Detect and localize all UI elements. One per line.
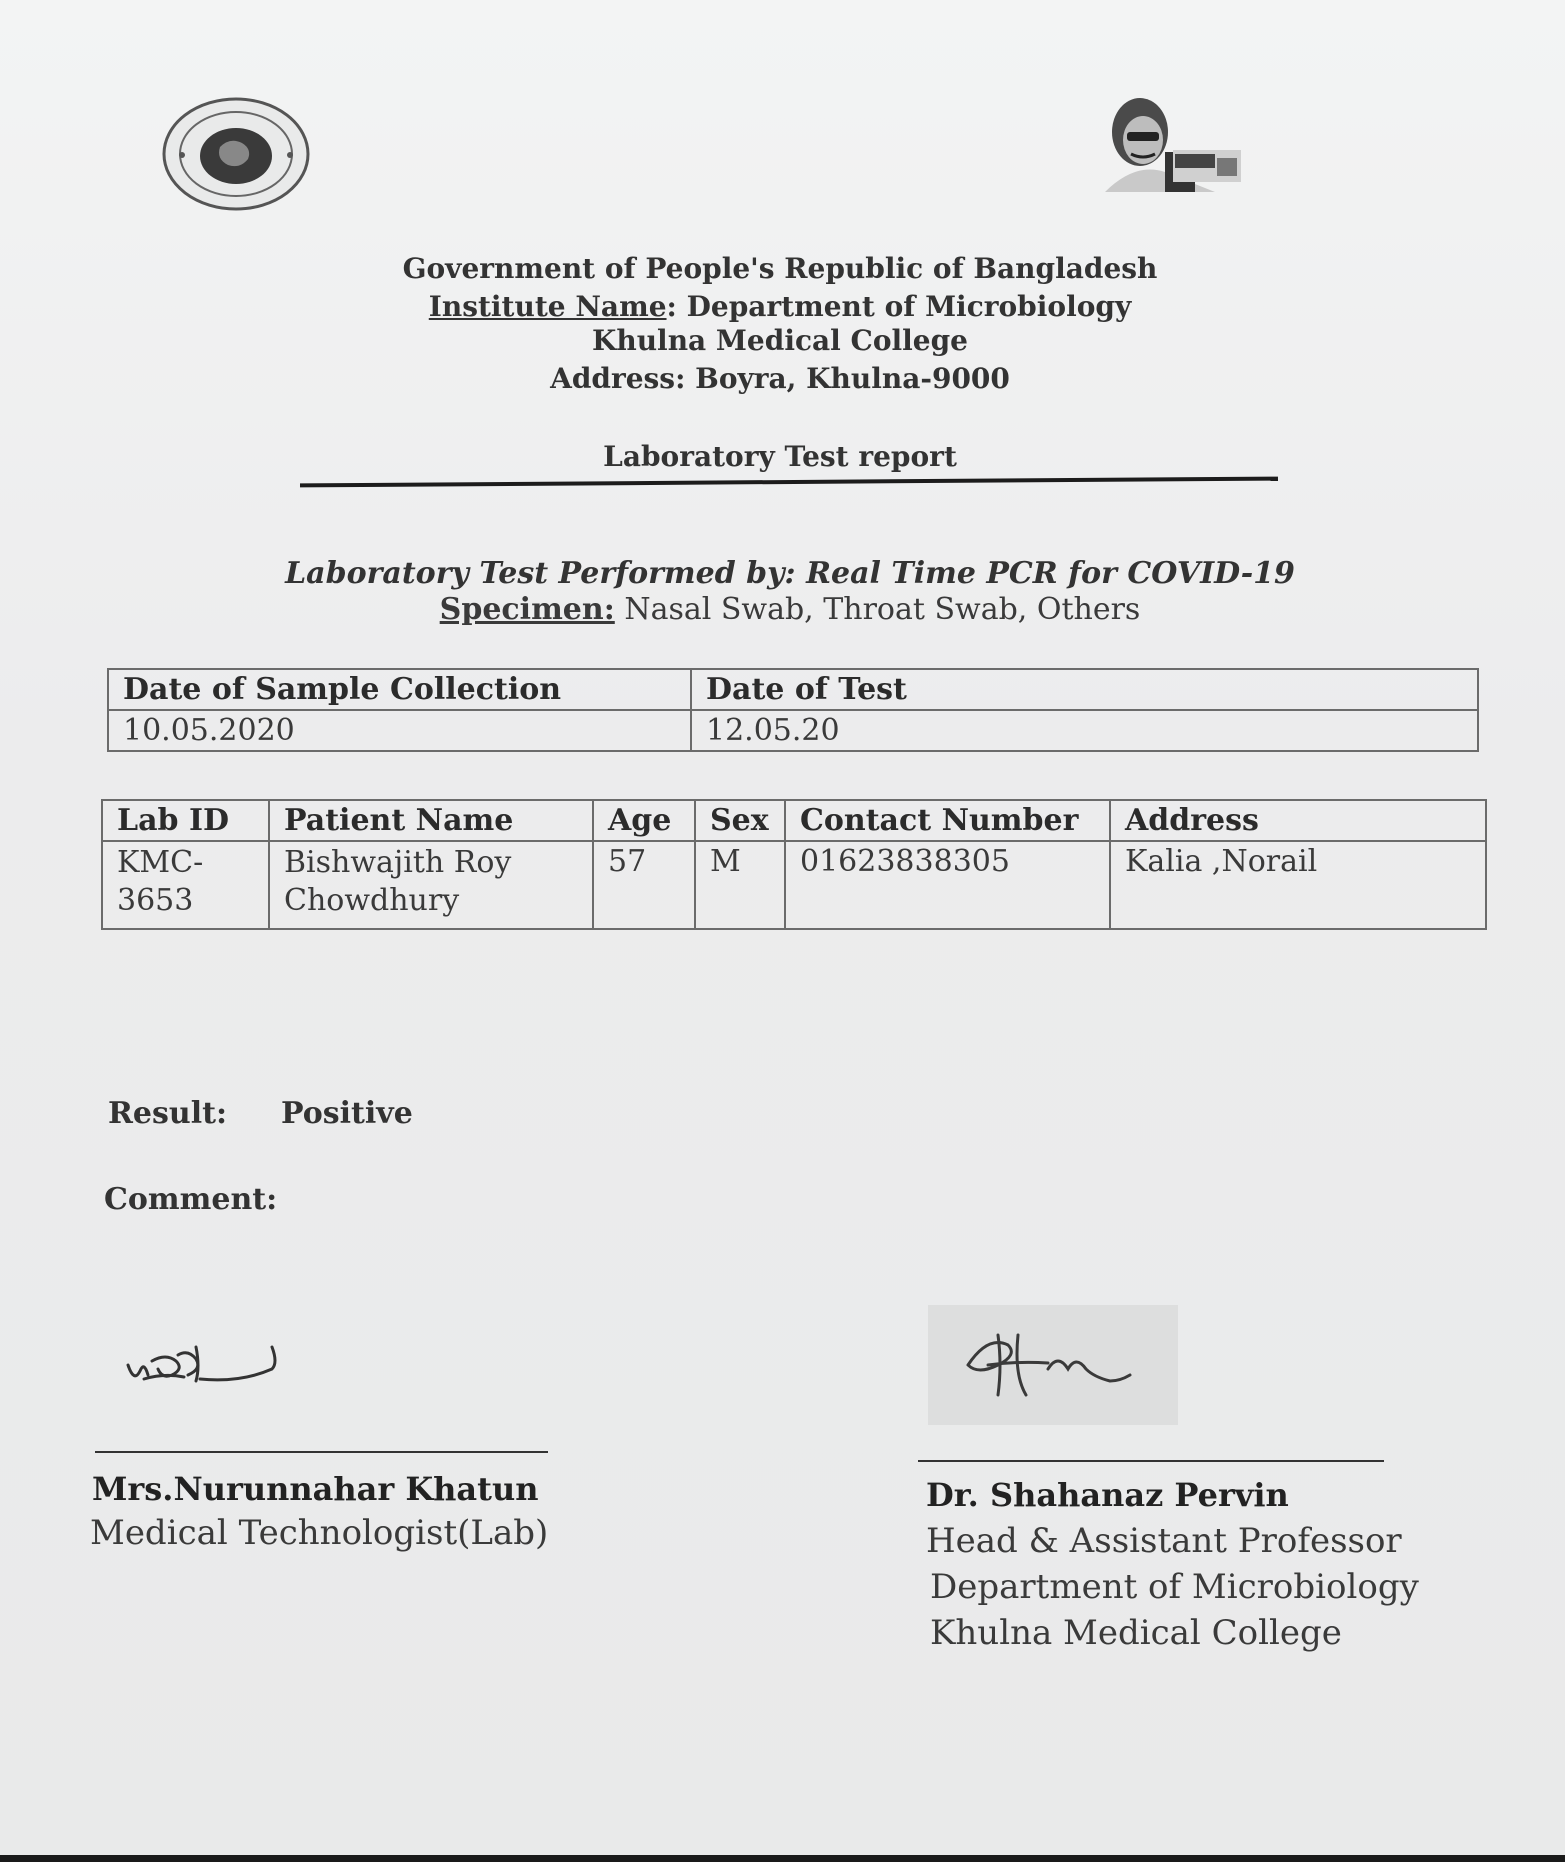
- result-label: Result:: [108, 1096, 228, 1131]
- date-test-header: Date of Test: [691, 669, 1478, 710]
- right-signatory-dept: Department of Microbiology: [930, 1567, 1419, 1607]
- sex-value: M: [695, 841, 785, 929]
- address-value: Kalia ,Norail: [1110, 841, 1486, 929]
- table-row: [102, 800, 1486, 841]
- table-row: [108, 669, 1478, 710]
- college-name: Khulna Medical College: [592, 324, 968, 357]
- table-row: [102, 841, 1486, 929]
- address-header: Address: [1110, 800, 1486, 841]
- lab-id-value: KMC- 3653: [102, 841, 269, 929]
- dates-table: [107, 668, 1479, 752]
- comment-label: Comment:: [104, 1182, 278, 1217]
- portrait-logo-icon: [1095, 92, 1265, 200]
- left-signatory-name: Mrs.Nurunnahar Khatun: [92, 1470, 539, 1508]
- institute-value: : Department of Microbiology: [666, 290, 1132, 323]
- left-signatory-role: Medical Technologist(Lab): [90, 1513, 549, 1553]
- right-signatory-role: Head & Assistant Professor: [926, 1521, 1402, 1561]
- lab-id-header: Lab ID: [102, 800, 269, 841]
- specimen-label: Specimen:: [439, 592, 615, 627]
- right-signature-line: [918, 1460, 1384, 1462]
- right-signature-image: [928, 1305, 1178, 1425]
- sex-header: Sex: [695, 800, 785, 841]
- left-signature-line: [95, 1451, 548, 1453]
- specimen-line: [300, 592, 1280, 627]
- date-collection-header: Date of Sample Collection: [108, 669, 691, 710]
- institute-label: Institute Name: [428, 290, 667, 323]
- patient-table: [101, 799, 1487, 930]
- specimen-value: Nasal Swab, Throat Swab, Others: [614, 592, 1141, 627]
- address-line: Address: Boyra, Khulna-9000: [550, 362, 1010, 395]
- table-row: [108, 710, 1478, 751]
- date-collection-value: 10.05.2020: [108, 710, 691, 751]
- left-signature-icon: [122, 1335, 282, 1415]
- age-value: 57: [593, 841, 695, 929]
- contact-number-header: Contact Number: [785, 800, 1110, 841]
- government-title: Government of People's Republic of Bangladesh: [402, 252, 1158, 285]
- right-signatory-name: Dr. Shahanaz Pervin: [926, 1476, 1289, 1514]
- government-seal-icon: [160, 95, 312, 213]
- test-performed-by: Laboratory Test Performed by: Real Time PCR for COVID-19: [285, 556, 1295, 591]
- date-test-value: 12.05.20: [691, 710, 1478, 751]
- contact-number-value: 01623838305: [785, 841, 1110, 929]
- title-divider: [300, 477, 1278, 488]
- report-title: Laboratory Test report: [603, 440, 957, 473]
- right-signatory-college: Khulna Medical College: [930, 1613, 1342, 1653]
- patient-name-header: Patient Name: [269, 800, 593, 841]
- institute-name: [300, 290, 1260, 323]
- patient-name-value: Bishwajith Roy Chowdhury: [269, 841, 593, 929]
- result-value: Positive: [281, 1096, 413, 1131]
- right-signature-icon: [928, 1305, 1178, 1425]
- age-header: Age: [593, 800, 695, 841]
- bottom-edge: [0, 1855, 1565, 1862]
